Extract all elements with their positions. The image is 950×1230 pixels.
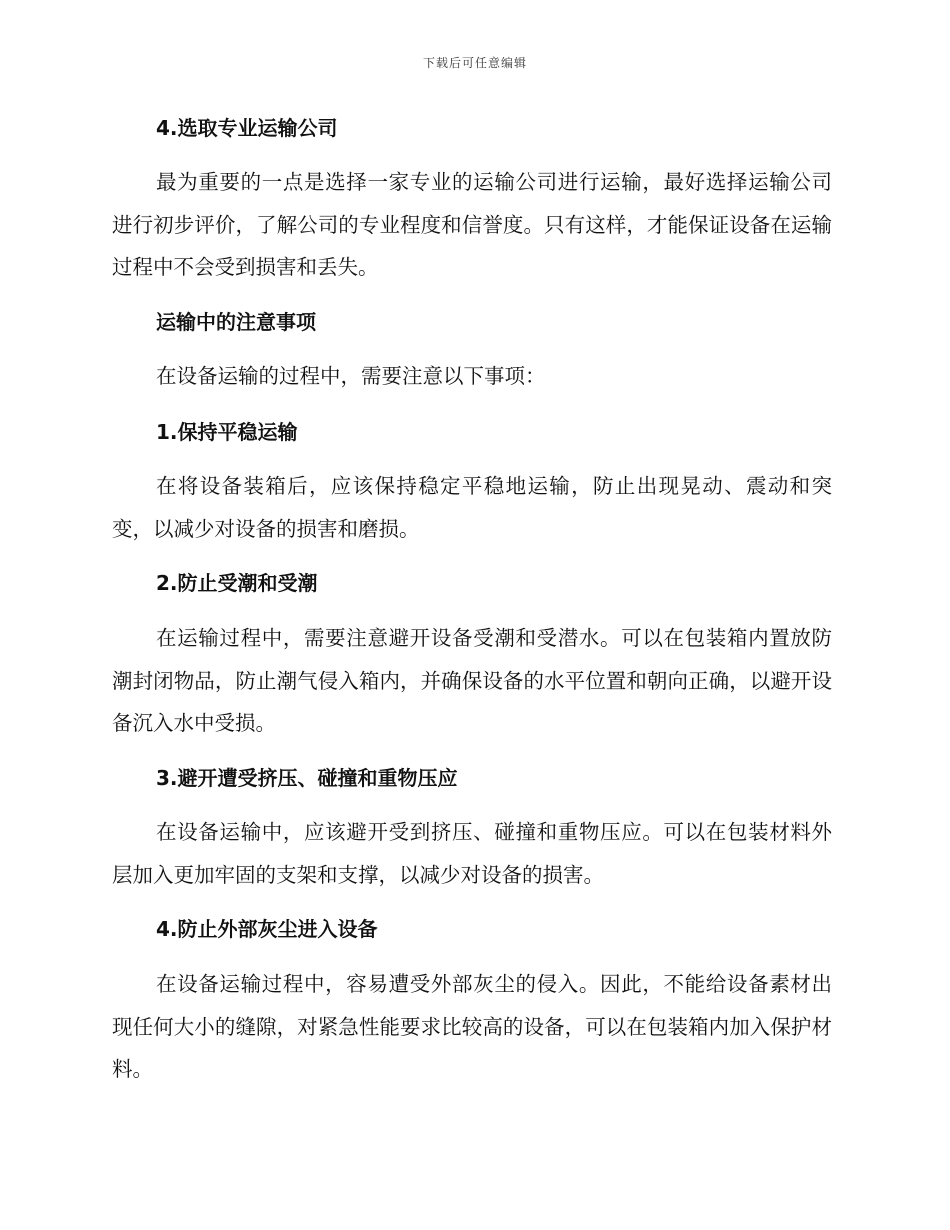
section-heading-stable-transport: 1.保持平稳运输 bbox=[156, 420, 298, 444]
section-heading-moisture: 2.防止受潮和受潮 bbox=[156, 571, 318, 595]
page-header: 下载后可任意编辑 bbox=[422, 56, 527, 70]
section-heading-dust: 4.防止外部灰尘进入设备 bbox=[156, 917, 378, 941]
section-heading-transport-notes: 运输中的注意事项 bbox=[156, 310, 316, 334]
section-heading-choose-company: 4.选取专业运输公司 bbox=[156, 116, 338, 140]
paragraph-avoid-pressure: 在设备运输中，应该避开受到挤压、碰撞和重物压应。可以在包装材料外层加入更加牢固的支架和支撑，以减少对设备的损害。 bbox=[112, 820, 832, 887]
section-heading-avoid-pressure: 3.避开遭受挤压、碰撞和重物压应 bbox=[156, 766, 458, 790]
paragraph-transport-notes: 在设备运输的过程中，需要注意以下事项： bbox=[156, 364, 546, 388]
paragraph-choose-company: 最为重要的一点是选择一家专业的运输公司进行运输，最好选择运输公司进行初步评价，了解公司的专业程度和信誉度。只有这样，才能保证设备在运输过程中不会受到损害和丢失。 bbox=[112, 170, 832, 279]
paragraph-moisture: 在运输过程中，需要注意避开设备受潮和受潜水。可以在包装箱内置放防潮封闭物品，防止潮气侵入箱内，并确保设备的水平位置和朝向正确，以避开设备沉入水中受损。 bbox=[112, 626, 832, 735]
paragraph-dust: 在设备运输过程中，容易遭受外部灰尘的侵入。因此，不能给设备素材出现任何大小的缝隙，对紧急性能要求比较高的设备，可以在包装箱内加入保护材料。 bbox=[112, 972, 832, 1081]
paragraph-stable-transport: 在将设备装箱后，应该保持稳定平稳地运输，防止出现晃动、震动和突变，以减少对设备的损害和磨损。 bbox=[112, 474, 832, 541]
